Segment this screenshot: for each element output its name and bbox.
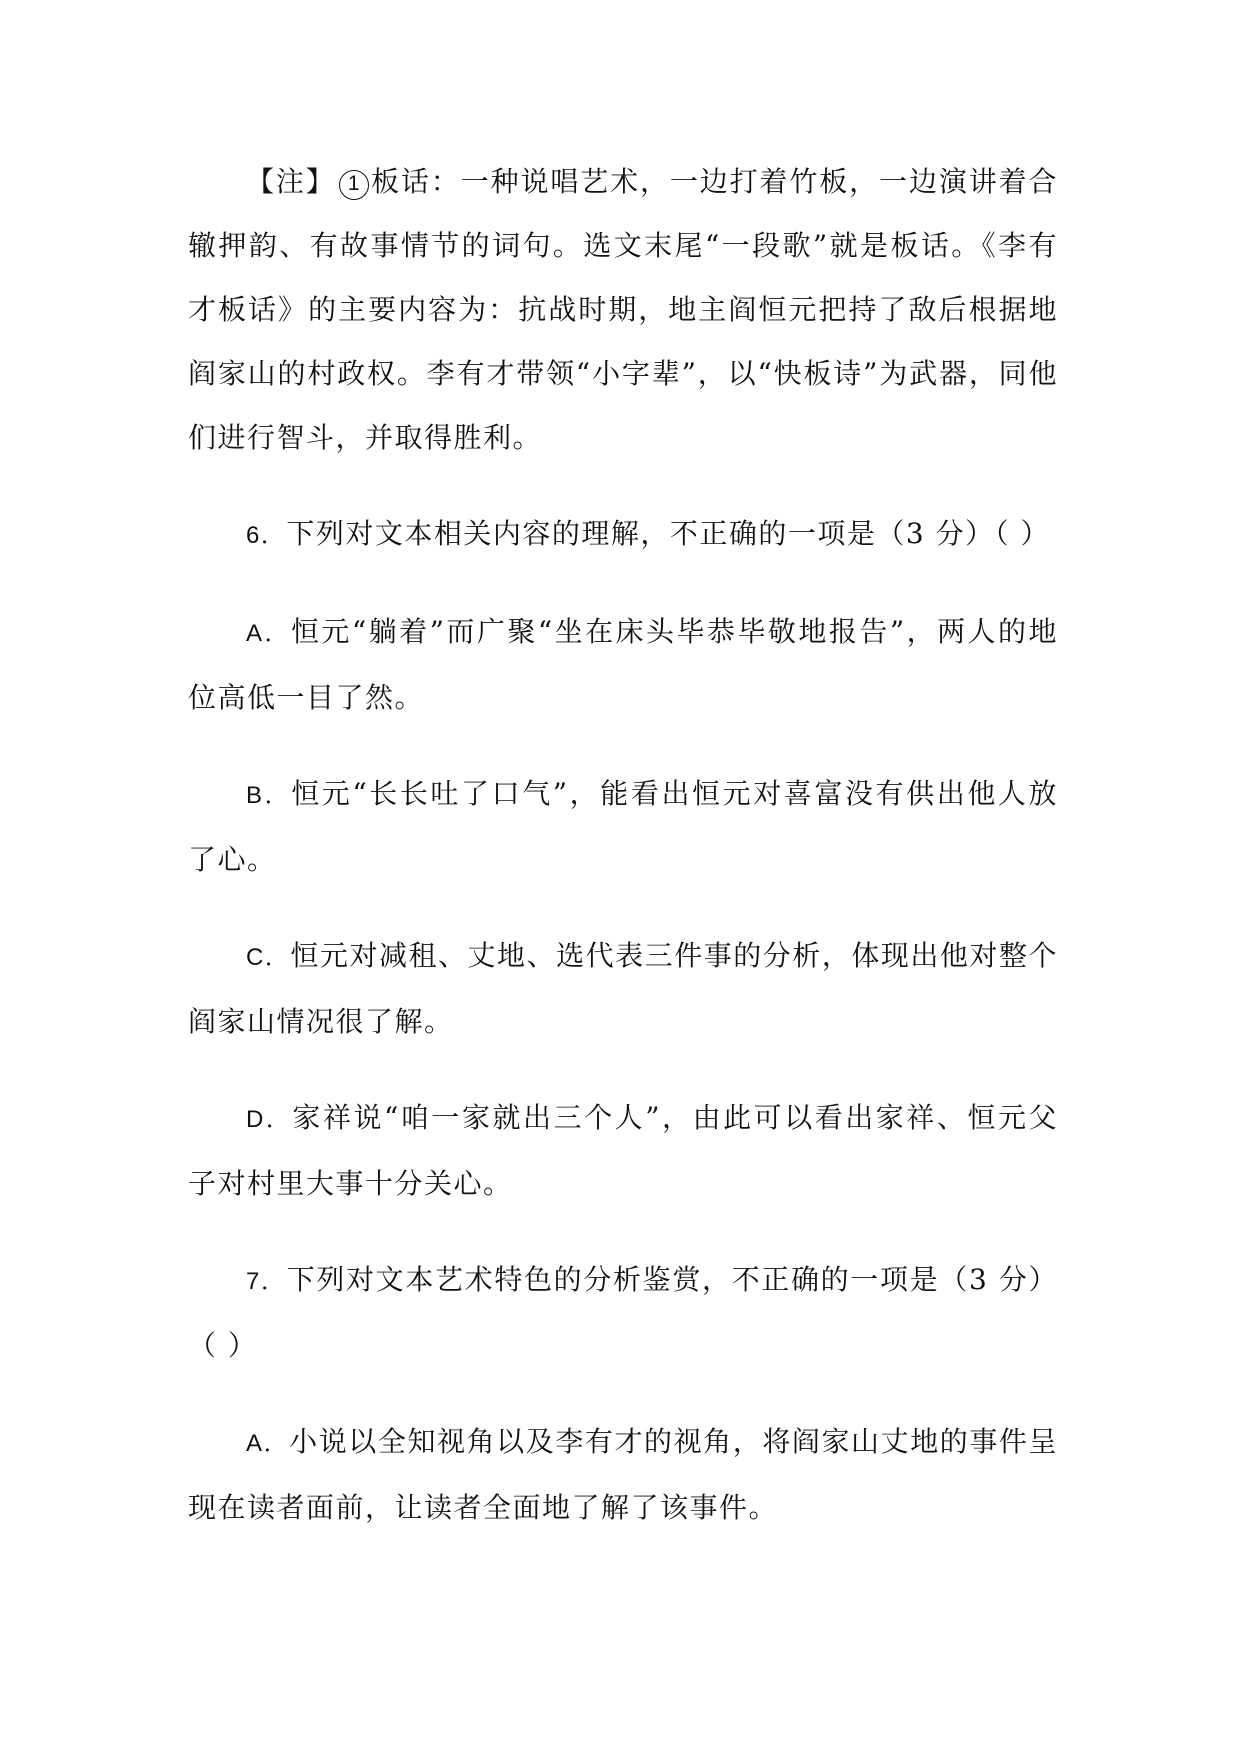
question-6-option-d bbox=[188, 1086, 1058, 1216]
annotation-note bbox=[188, 150, 1058, 470]
option-letter: B． bbox=[246, 782, 292, 809]
question-6-option-c bbox=[188, 924, 1058, 1054]
option-letter: D． bbox=[246, 1106, 293, 1133]
circled-number-marker: 1 bbox=[339, 170, 369, 200]
question-6-stem bbox=[188, 502, 1058, 568]
note-prefix: 【注】 bbox=[246, 165, 336, 198]
note-text: 板话：一种说唱艺术，一边打着竹板，一边演讲着合辙押韵、有故事情节的词句。选文末尾“一段歌”就是板话。《李有才板话》的主要内容为：抗战时期，地主阎恒元把持了敌后根据地阎家山的村政权。李有才带领“小字辈”，以“快板诗”为武器，同他们进行智斗，并取得胜利。 bbox=[188, 165, 1058, 454]
question-7-option-a bbox=[188, 1410, 1058, 1540]
option-text: 恒元对减租、丈地、选代表三件事的分析，体现出他对整个阎家山情况很了解。 bbox=[188, 939, 1058, 1038]
question-6-option-b bbox=[188, 762, 1058, 892]
option-text: 家祥说“咱一家就出三个人”，由此可以看出家祥、恒元父子对村里大事十分关心。 bbox=[188, 1101, 1058, 1200]
option-text: 恒元“长长吐了口气”，能看出恒元对喜富没有供出他人放了心。 bbox=[188, 777, 1058, 876]
question-7-number: 7． bbox=[246, 1268, 287, 1295]
question-6-text: 下列对文本相关内容的理解，不正确的一项是（3 分）（ ） bbox=[286, 517, 1050, 550]
option-letter: A． bbox=[246, 1430, 290, 1457]
question-7-text: 下列对文本艺术特色的分析鉴赏，不正确的一项是（3 分）（ ） bbox=[188, 1263, 1058, 1362]
option-letter: C． bbox=[246, 944, 291, 971]
question-6-option-a bbox=[188, 600, 1058, 730]
option-letter: A． bbox=[246, 620, 291, 647]
question-6-number: 6． bbox=[246, 522, 287, 549]
option-text: 小说以全知视角以及李有才的视角，将阎家山丈地的事件呈现在读者面前，让读者全面地了解了该事件。 bbox=[188, 1425, 1058, 1524]
question-7-stem bbox=[188, 1248, 1058, 1378]
document-body bbox=[188, 150, 1058, 1572]
option-text: 恒元“躺着”而广聚“坐在床头毕恭毕敬地报告”，两人的地位高低一目了然。 bbox=[188, 615, 1058, 714]
